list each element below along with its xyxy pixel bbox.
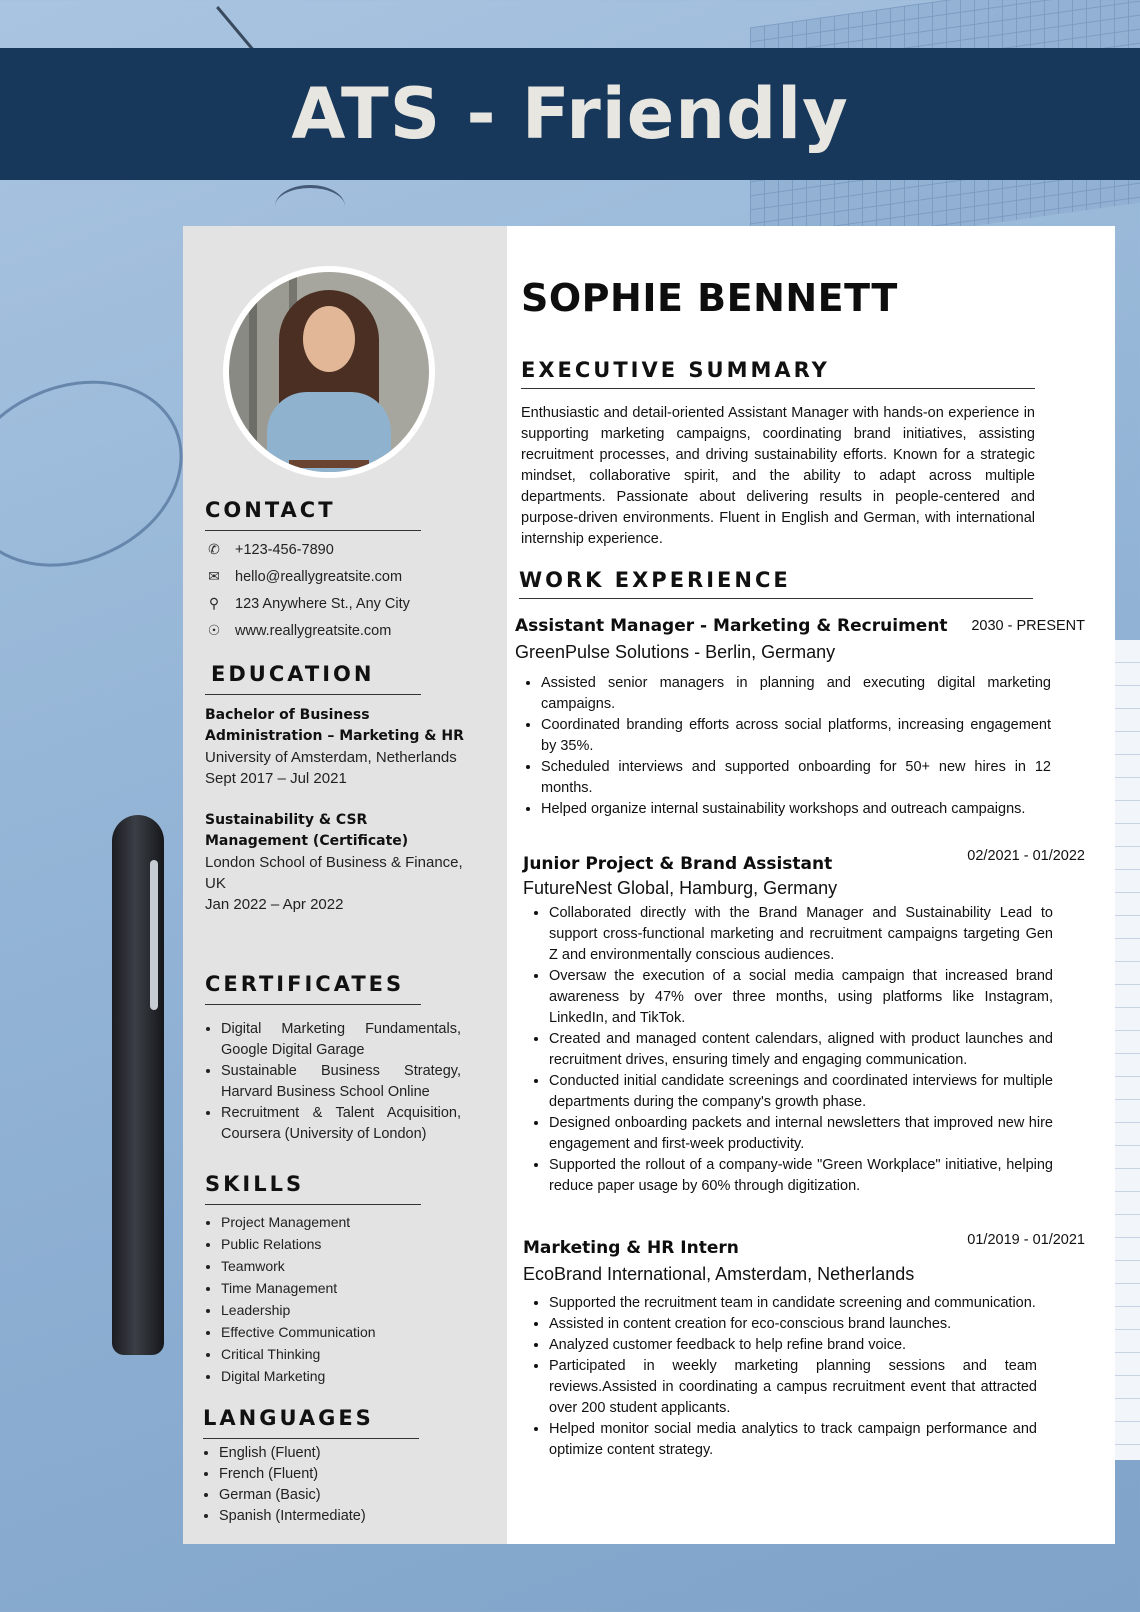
list-item: • Leadership xyxy=(221,1299,485,1321)
education-entry: Sustainability & CSR Management (Certificate) London School of Business & Finance, UK Jan 2022 – Apr 2022 xyxy=(205,812,463,913)
job-dates: 2030 - PRESENT xyxy=(971,618,1085,634)
resume-main xyxy=(515,226,1101,1544)
location-pin-icon: ⚲ xyxy=(208,595,220,611)
skills-list xyxy=(205,1211,485,1387)
summary-section xyxy=(521,358,1035,550)
eyeglasses-arm-decoration xyxy=(216,6,257,54)
list-item: • Assisted in content creation for eco-conscious brand launches. xyxy=(549,1314,1037,1335)
skills-heading: SKILLS xyxy=(205,1172,421,1205)
list-item: • Participated in weekly marketing planning sessions and team reviews.Assisted in coordinating a campus recruitment event that attracted over 200 student applicants. xyxy=(549,1356,1037,1419)
job-dates: 01/2019 - 01/2021 xyxy=(967,1232,1085,1248)
list-item: • Digital Marketing xyxy=(221,1365,485,1387)
list-item: • Created and managed content calendars, aligned with product launches and recruitment drives, ensuring timely and engaging communication. xyxy=(549,1029,1053,1071)
list-item: • Sustainable Business Strategy, Harvard Business School Online xyxy=(221,1061,461,1103)
skills-section xyxy=(205,1172,485,1387)
mail-icon: ✉ xyxy=(208,568,220,584)
list-item: • Critical Thinking xyxy=(221,1343,485,1365)
list-item: • Supported the rollout of a company-wide "Green Workplace" initiative, helping reduce paper usage by 60% through digitization. xyxy=(549,1155,1053,1197)
list-item: • Oversaw the execution of a social media campaign that increased brand awareness by 47% over three months, using platforms like Instagram, LinkedIn, and TikTok. xyxy=(549,966,1053,1029)
list-item: • Helped monitor social media analytics to track campaign performance and optimize content strategy. xyxy=(549,1419,1037,1461)
resume-sheet xyxy=(183,226,1115,1544)
list-item: • Collaborated directly with the Brand Manager and Sustainability Lead to support cross-functional marketing and recruitment campaigns targeting Gen Z and environmentally conscious audiences. xyxy=(549,903,1053,966)
list-item: • Conducted initial candidate screenings and coordinated interviews for multiple departments during the company's growth phase. xyxy=(549,1071,1053,1113)
list-item: • Digital Marketing Fundamentals, Google Digital Garage xyxy=(221,1019,461,1061)
eyeglasses-bridge-decoration xyxy=(275,185,345,228)
list-item: • Designed onboarding packets and internal newsletters that improved new hire engagement and first-week productivity. xyxy=(549,1113,1053,1155)
job-company: GreenPulse Solutions - Berlin, Germany xyxy=(515,642,836,662)
summary-text: Enthusiastic and detail-oriented Assistant Manager with hands-on experience in supporting marketing campaigns, coordinating brand initiatives, assisting recruitment processes, and driving sustainability efforts. Known for a strategic mindset, collaborative spirit, and the ability to adapt across multiple departments. Passionate about delivering results in people-centered and purpose-driven environments. Fluent in English and German, with international internship experience. xyxy=(521,405,1035,547)
list-item: • Teamwork xyxy=(221,1255,485,1277)
globe-icon: ☉ xyxy=(207,622,221,638)
banner-title: ATS - Friendly xyxy=(291,73,849,155)
certificates-heading: CERTIFICATES xyxy=(205,972,421,1005)
list-item: • Analyzed customer feedback to help refine brand voice. xyxy=(549,1335,1037,1356)
education-section xyxy=(205,662,485,915)
contact-address: ⚲ 123 Anywhere St., Any City xyxy=(205,595,485,612)
languages-heading: LANGUAGES xyxy=(203,1406,419,1439)
job-title: Marketing & HR Intern xyxy=(523,1238,739,1258)
profile-photo xyxy=(229,272,429,472)
job-dates: 02/2021 - 01/2022 xyxy=(967,848,1085,864)
job-entry xyxy=(515,616,1085,820)
job-bullets xyxy=(523,1293,1037,1461)
list-item: • English (Fluent) xyxy=(219,1443,483,1464)
list-item: • Helped organize internal sustainability workshops and outreach campaigns. xyxy=(541,799,1051,820)
title-banner xyxy=(0,48,1140,180)
contact-email: ✉ hello@reallygreatsite.com xyxy=(205,568,485,585)
profile-photo-frame xyxy=(223,266,435,478)
job-entry xyxy=(523,1232,1085,1461)
eyeglasses-lens-decoration xyxy=(0,345,213,600)
experience-heading: WORK EXPERIENCE xyxy=(519,568,1033,599)
job-bullets xyxy=(523,903,1053,1197)
summary-heading: EXECUTIVE SUMMARY xyxy=(521,358,1035,389)
list-item: • Time Management xyxy=(221,1277,485,1299)
contact-website: ☉ www.reallygreatsite.com xyxy=(205,622,485,639)
phone-icon: ✆ xyxy=(208,541,220,557)
list-item: • French (Fluent) xyxy=(219,1464,483,1485)
job-company: EcoBrand International, Amsterdam, Netherlands xyxy=(523,1264,915,1284)
list-item: • Spanish (Intermediate) xyxy=(219,1506,483,1527)
list-item: • Effective Communication xyxy=(221,1321,485,1343)
education-heading: EDUCATION xyxy=(205,662,421,695)
job-entry xyxy=(523,848,1085,1197)
job-title: Junior Project & Brand Assistant xyxy=(523,854,833,874)
certificates-list xyxy=(205,1019,461,1145)
pen-clip-decoration xyxy=(150,860,158,1010)
job-company: FutureNest Global, Hamburg, Germany xyxy=(523,878,838,898)
list-item: • Project Management xyxy=(221,1211,485,1233)
list-item: • Coordinated branding efforts across social platforms, increasing engagement by 35%. xyxy=(541,715,1051,757)
list-item: • Scheduled interviews and supported onboarding for 50+ new hires in 12 months. xyxy=(541,757,1051,799)
list-item: • Public Relations xyxy=(221,1233,485,1255)
candidate-name: SOPHIE BENNETT xyxy=(521,276,898,320)
list-item: • German (Basic) xyxy=(219,1485,483,1506)
certificates-section xyxy=(205,972,485,1145)
contact-section xyxy=(205,498,485,639)
job-bullets xyxy=(515,673,1051,820)
contact-phone: ✆ +123-456-7890 xyxy=(205,541,485,558)
education-entry: Bachelor of Business Administration – Marketing & HR University of Amsterdam, Netherlands Sept 2017 – Jul 2021 xyxy=(205,707,464,787)
languages-section xyxy=(203,1406,483,1527)
job-title: Assistant Manager - Marketing & Recruiment xyxy=(515,616,948,636)
languages-list xyxy=(203,1443,483,1527)
resume-sidebar xyxy=(183,226,507,1544)
list-item: • Assisted senior managers in planning and executing digital marketing campaigns. xyxy=(541,673,1051,715)
list-item: • Recruitment & Talent Acquisition, Coursera (University of London) xyxy=(221,1103,461,1145)
list-item: • Supported the recruitment team in candidate screening and communication. xyxy=(549,1293,1037,1314)
contact-heading: CONTACT xyxy=(205,498,421,531)
